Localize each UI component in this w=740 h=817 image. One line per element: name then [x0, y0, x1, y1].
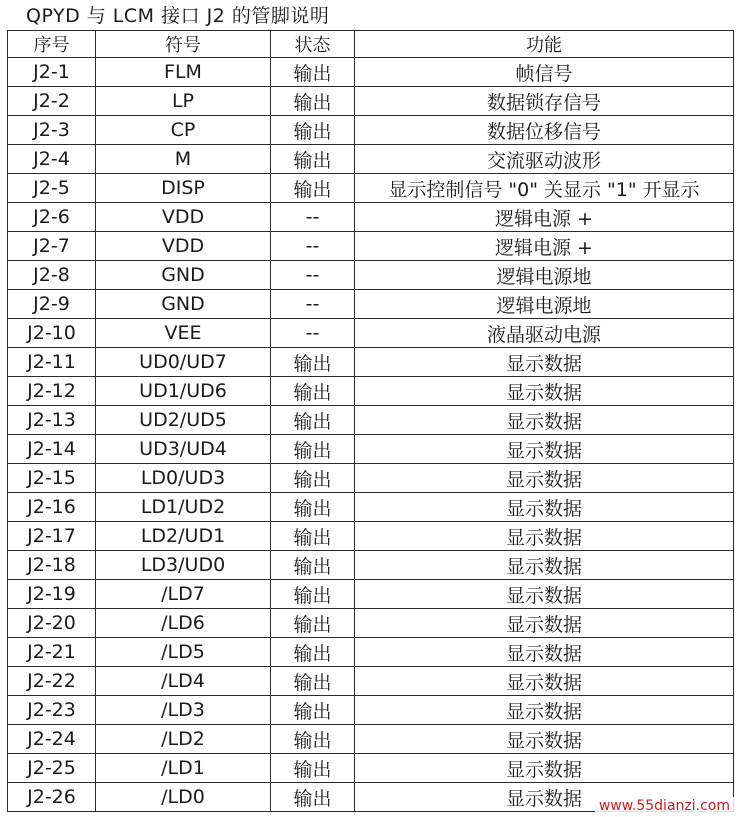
table-row — [8, 290, 734, 319]
document-title: QPYD 与 LCM 接口 J2 的管脚说明 — [26, 5, 330, 27]
pin-function-cell: 显示控制信号 "0" 关显示 "1" 开显示 — [355, 174, 734, 203]
table-body — [8, 58, 734, 812]
pin-state-cell: -- — [271, 261, 355, 290]
pin-function-cell: 逻辑电源 + — [355, 232, 734, 261]
table-row — [8, 377, 734, 406]
pin-index-cell: J2-4 — [8, 145, 96, 174]
table-row — [8, 638, 734, 667]
pin-index-cell: J2-22 — [8, 667, 96, 696]
pin-index-cell: J2-20 — [8, 609, 96, 638]
pin-description-table — [7, 30, 734, 812]
pin-symbol-cell: GND — [96, 290, 271, 319]
pin-index-cell: J2-7 — [8, 232, 96, 261]
pin-state-cell: 输出 — [271, 145, 355, 174]
pin-index-cell: J2-2 — [8, 87, 96, 116]
pin-index-cell: J2-21 — [8, 638, 96, 667]
pin-state-cell: 输出 — [271, 464, 355, 493]
pin-symbol-cell: /LD3 — [96, 696, 271, 725]
header-symbol: 符号 — [96, 31, 271, 58]
table-row — [8, 319, 734, 348]
pin-state-cell: -- — [271, 203, 355, 232]
pin-function-cell: 显示数据 — [355, 435, 734, 464]
pin-index-cell: J2-3 — [8, 116, 96, 145]
pin-symbol-cell: /LD6 — [96, 609, 271, 638]
header-index: 序号 — [8, 31, 96, 58]
pin-state-cell: 输出 — [271, 377, 355, 406]
table-row — [8, 754, 734, 783]
pin-function-cell: 逻辑电源地 — [355, 261, 734, 290]
pin-function-cell: 显示数据 — [355, 638, 734, 667]
pin-state-cell: 输出 — [271, 87, 355, 116]
pin-function-cell: 显示数据 — [355, 725, 734, 754]
table-row — [8, 174, 734, 203]
pin-symbol-cell: /LD1 — [96, 754, 271, 783]
pin-function-cell: 逻辑电源地 — [355, 290, 734, 319]
pin-symbol-cell: VDD — [96, 203, 271, 232]
pin-state-cell: -- — [271, 319, 355, 348]
pin-symbol-cell: /LD5 — [96, 638, 271, 667]
pin-state-cell: 输出 — [271, 696, 355, 725]
table-row — [8, 261, 734, 290]
table-row — [8, 551, 734, 580]
pin-function-cell: 显示数据 — [355, 667, 734, 696]
pin-function-cell: 显示数据 — [355, 348, 734, 377]
header-function: 功能 — [355, 31, 734, 58]
pin-symbol-cell: LP — [96, 87, 271, 116]
pin-index-cell: J2-23 — [8, 696, 96, 725]
pin-function-cell: 显示数据 — [355, 580, 734, 609]
pin-symbol-cell: M — [96, 145, 271, 174]
table-header-row — [8, 31, 734, 58]
table-row — [8, 464, 734, 493]
header-state: 状态 — [271, 31, 355, 58]
pin-index-cell: J2-10 — [8, 319, 96, 348]
pin-function-cell: 显示数据 — [355, 493, 734, 522]
pin-index-cell: J2-8 — [8, 261, 96, 290]
pin-index-cell: J2-16 — [8, 493, 96, 522]
pin-function-cell: 交流驱动波形 — [355, 145, 734, 174]
pin-state-cell: 输出 — [271, 522, 355, 551]
table-row — [8, 406, 734, 435]
pin-function-cell: 显示数据 — [355, 551, 734, 580]
table-row — [8, 435, 734, 464]
pin-symbol-cell: LD2/UD1 — [96, 522, 271, 551]
pin-state-cell: 输出 — [271, 609, 355, 638]
pin-symbol-cell: LD3/UD0 — [96, 551, 271, 580]
pin-index-cell: J2-12 — [8, 377, 96, 406]
pin-symbol-cell: DISP — [96, 174, 271, 203]
pin-symbol-cell: CP — [96, 116, 271, 145]
pin-index-cell: J2-9 — [8, 290, 96, 319]
pin-index-cell: J2-11 — [8, 348, 96, 377]
pin-state-cell: -- — [271, 232, 355, 261]
table-row — [8, 522, 734, 551]
pin-function-cell: 显示数据 — [355, 783, 734, 812]
pin-index-cell: J2-1 — [8, 58, 96, 87]
table-row — [8, 348, 734, 377]
pin-symbol-cell: UD2/UD5 — [96, 406, 271, 435]
table-row — [8, 116, 734, 145]
pin-function-cell: 数据位移信号 — [355, 116, 734, 145]
table-row — [8, 145, 734, 174]
pin-symbol-cell: VDD — [96, 232, 271, 261]
pin-function-cell: 显示数据 — [355, 522, 734, 551]
pin-state-cell: 输出 — [271, 667, 355, 696]
pin-state-cell: 输出 — [271, 783, 355, 812]
pin-symbol-cell: UD3/UD4 — [96, 435, 271, 464]
pin-index-cell: J2-26 — [8, 783, 96, 812]
site-watermark: www.55dianzi.com — [595, 797, 734, 815]
pin-index-cell: J2-18 — [8, 551, 96, 580]
pin-symbol-cell: FLM — [96, 58, 271, 87]
pin-index-cell: J2-14 — [8, 435, 96, 464]
pin-state-cell: 输出 — [271, 754, 355, 783]
pin-symbol-cell: UD1/UD6 — [96, 377, 271, 406]
pin-index-cell: J2-6 — [8, 203, 96, 232]
pin-symbol-cell: UD0/UD7 — [96, 348, 271, 377]
pin-function-cell: 帧信号 — [355, 58, 734, 87]
pin-index-cell: J2-13 — [8, 406, 96, 435]
pin-function-cell: 显示数据 — [355, 609, 734, 638]
pin-state-cell: 输出 — [271, 58, 355, 87]
pin-state-cell: -- — [271, 290, 355, 319]
table-row — [8, 696, 734, 725]
pin-function-cell: 显示数据 — [355, 464, 734, 493]
pin-index-cell: J2-5 — [8, 174, 96, 203]
pin-index-cell: J2-24 — [8, 725, 96, 754]
table-row — [8, 203, 734, 232]
table-row — [8, 580, 734, 609]
pin-function-cell: 显示数据 — [355, 754, 734, 783]
table-row — [8, 87, 734, 116]
pin-state-cell: 输出 — [271, 493, 355, 522]
pin-index-cell: J2-15 — [8, 464, 96, 493]
table-row — [8, 609, 734, 638]
pin-state-cell: 输出 — [271, 406, 355, 435]
pin-function-cell: 显示数据 — [355, 377, 734, 406]
pin-function-cell: 逻辑电源 + — [355, 203, 734, 232]
table-row — [8, 667, 734, 696]
pin-function-cell: 显示数据 — [355, 406, 734, 435]
pin-function-cell: 显示数据 — [355, 696, 734, 725]
pin-symbol-cell: /LD7 — [96, 580, 271, 609]
table-row — [8, 493, 734, 522]
pin-state-cell: 输出 — [271, 174, 355, 203]
table-row — [8, 725, 734, 754]
pin-state-cell: 输出 — [271, 580, 355, 609]
pin-state-cell: 输出 — [271, 551, 355, 580]
pin-function-cell: 数据锁存信号 — [355, 87, 734, 116]
pin-symbol-cell: LD1/UD2 — [96, 493, 271, 522]
pin-index-cell: J2-17 — [8, 522, 96, 551]
pin-symbol-cell: /LD4 — [96, 667, 271, 696]
pin-index-cell: J2-19 — [8, 580, 96, 609]
pin-symbol-cell: GND — [96, 261, 271, 290]
pin-symbol-cell: /LD0 — [96, 783, 271, 812]
pin-symbol-cell: VEE — [96, 319, 271, 348]
pin-function-cell: 液晶驱动电源 — [355, 319, 734, 348]
pin-symbol-cell: /LD2 — [96, 725, 271, 754]
pin-state-cell: 输出 — [271, 116, 355, 145]
pin-state-cell: 输出 — [271, 725, 355, 754]
table-row — [8, 232, 734, 261]
pin-index-cell: J2-25 — [8, 754, 96, 783]
table-row — [8, 58, 734, 87]
pin-state-cell: 输出 — [271, 348, 355, 377]
pin-state-cell: 输出 — [271, 638, 355, 667]
pin-state-cell: 输出 — [271, 435, 355, 464]
pin-symbol-cell: LD0/UD3 — [96, 464, 271, 493]
